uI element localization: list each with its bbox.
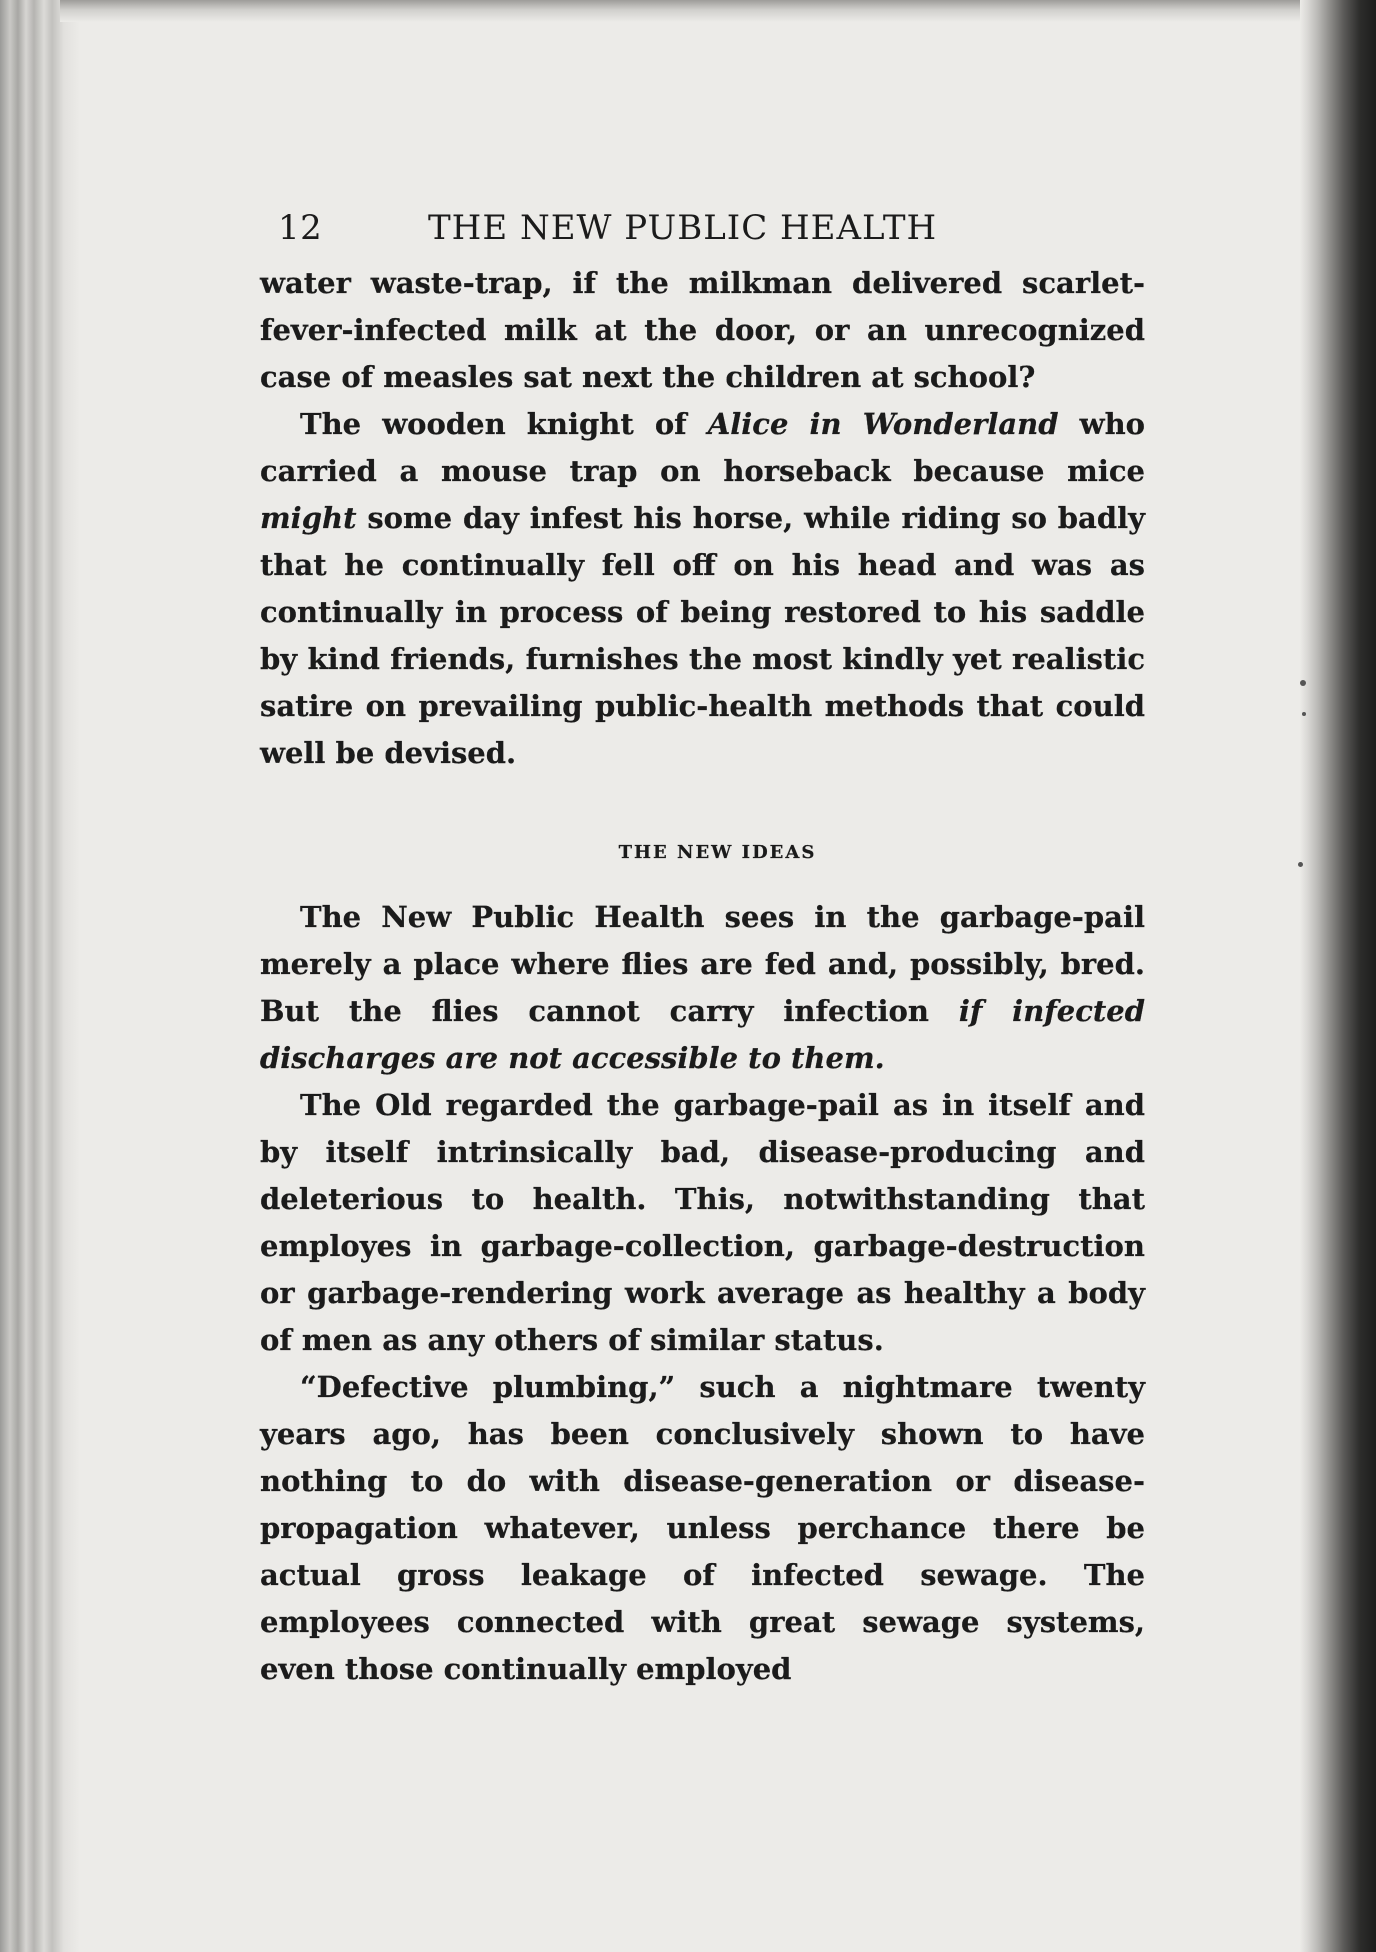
section-heading: THE NEW IDEAS (618, 842, 817, 863)
body-text (260, 260, 1145, 1693)
book-page (260, 200, 1145, 1693)
paragraph-old-regarded: The Old regarded the garbage-pail as in itself and by itself intrinsically bad, disease-producing and deleterious to health. This, notwithstanding that employes in garbage-collection, garbage-destruction or garbage-rendering work average as healthy a body of men as any others of similar status. (260, 1088, 1145, 1357)
left-page-edges (0, 0, 80, 1952)
text-run: The wooden knight of (300, 407, 708, 441)
running-header (260, 200, 1145, 260)
dust-speck (1298, 862, 1303, 867)
page-number: 12 (278, 208, 323, 248)
paragraph-garbage-pail (260, 894, 1145, 1082)
paragraph-continuation: water waste-trap, if the milkman delivered scarlet-fever-infected milk at the door, or an unrecognized case of measles sat next the children at school? (260, 266, 1145, 394)
binding-gutter-shadow (1300, 0, 1376, 1952)
dust-speck (1300, 680, 1306, 686)
paragraph-wooden-knight (260, 401, 1145, 777)
italic-title: Alice in Wonderland (707, 407, 1059, 441)
running-title: THE NEW PUBLIC HEALTH (428, 208, 938, 248)
paragraph-defective-plumbing: “Defective plumbing,” such a nightmare twenty years ago, has been conclusively shown to have nothing to do with disease-generation or disease-propagation whatever, unless perchance there be actual gross leakage of infected sewage. The employees connected with great sewage systems, even those continually employed (260, 1370, 1145, 1686)
text-run: who carried a mouse trap on horseback because mice (260, 407, 1145, 488)
text-run: The New Public Health sees in the garbage-pail merely a place where flies are fed and, possibly, bred. But the flies cannot carry infection (260, 900, 1145, 1028)
italic-emphasis: if infected discharges are not accessible to them. (260, 994, 1145, 1075)
dust-speck (1302, 712, 1306, 716)
top-page-edge (60, 0, 1320, 22)
text-run: some day infest his horse, while riding so badly that he continually fell off on his head and was as continually in process of being restored to his saddle by kind friends, furnishes the most kindly yet realistic satire on prevailing public-health methods that could well be devised. (260, 501, 1145, 770)
italic-emphasis: might (260, 501, 357, 535)
